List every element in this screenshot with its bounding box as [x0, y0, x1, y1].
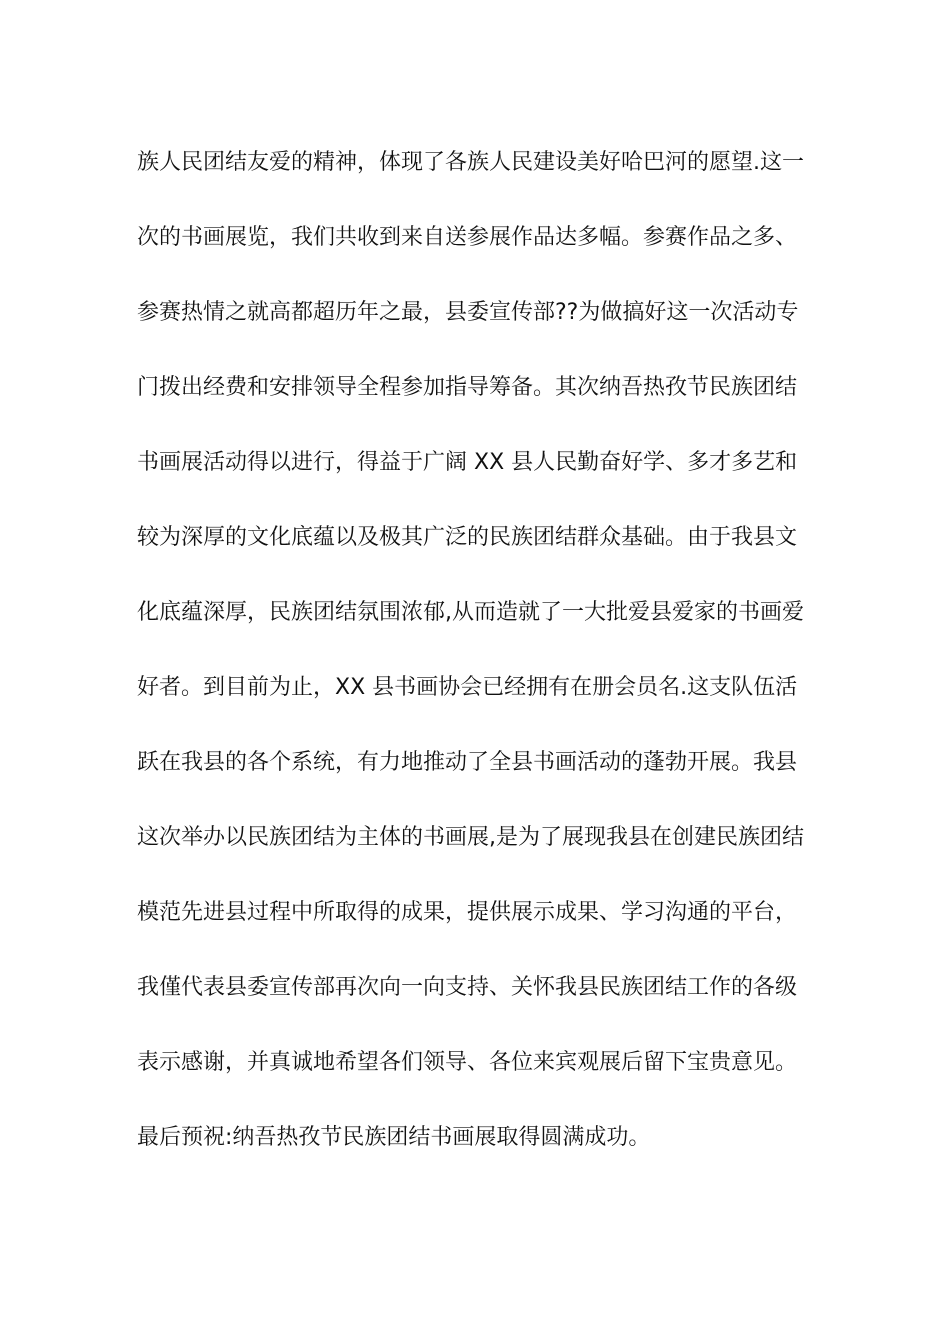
paragraph-line-14: 最后预祝:纳吾热孜节民族团结书画展取得圆满成功。 — [137, 1125, 651, 1150]
paragraph-line-2: 次的书画展览，我们共收到来自送参展作品达多幅。参赛作品之多、 — [137, 225, 798, 250]
paragraph-line-6: 较为深厚的文化底蕴以及极其广泛的民族团结群众基础。由于我县文 — [137, 525, 798, 550]
paragraph-line-7: 化底蕴深厚，民族团结氛围浓郁,从而造就了一大批爱县爱家的书画爱 — [137, 600, 804, 625]
paragraph-line-3: 参赛热情之就高都超历年之最，县委宣传部??为做搞好这一次活动专 — [137, 300, 799, 325]
paragraph-line-9: 跃在我县的各个系统，有力地推动了全县书画活动的蓬勃开展。我县 — [137, 750, 798, 775]
paragraph-line-5: 书画展活动得以进行，得益于广阔 XX 县人民勤奋好学、多才多艺和 — [137, 450, 798, 475]
paragraph-line-12: 我僅代表县委宣传部再次向一向支持、关怀我县民族团结工作的各级 — [137, 975, 798, 1000]
paragraph-line-1: 族人民团结友爱的精神，体现了各族人民建设美好哈巴河的愿望.这一 — [137, 150, 804, 175]
paragraph-line-10: 这次举办以民族团结为主体的书画展,是为了展现我县在创建民族团结 — [137, 825, 804, 850]
paragraph-line-4: 门拨出经费和安排领导全程参加指导筹备。其次纳吾热孜节民族团结 — [137, 375, 798, 400]
paragraph-line-11: 模范先进县过程中所取得的成果，提供展示成果、学习沟通的平台， — [137, 900, 798, 925]
paragraph-line-13: 表示感谢，并真诚地希望各们领导、各位来宾观展后留下宝贵意见。 — [137, 1050, 798, 1075]
paragraph-line-8: 好者。到目前为止，XX 县书画协会已经拥有在册会员名.这支队伍活 — [137, 675, 798, 700]
